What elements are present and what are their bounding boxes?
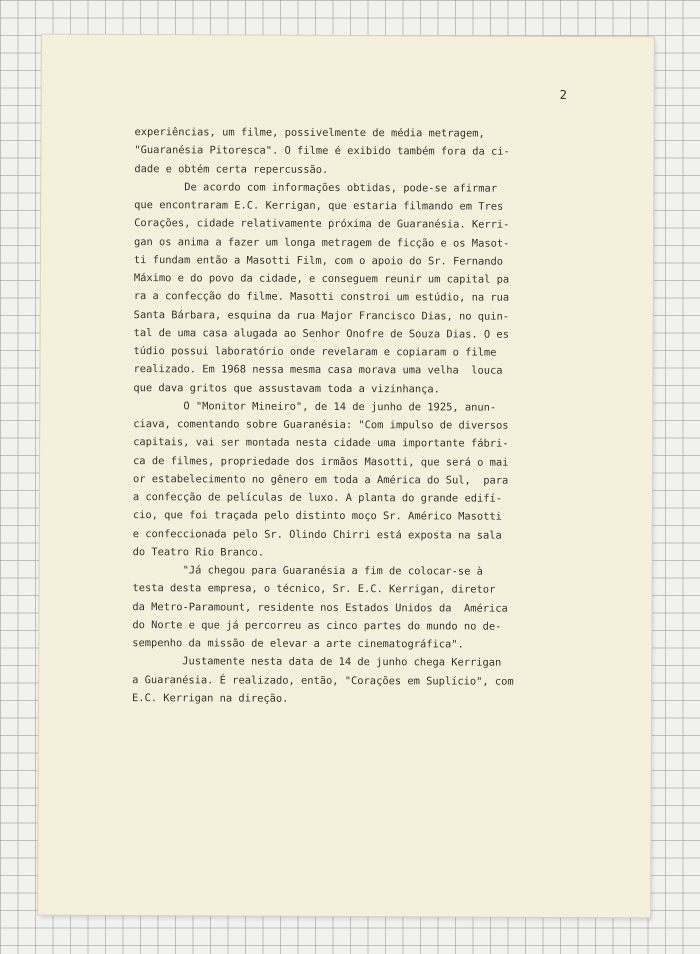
text-line: realizado. Em 1968 nessa mesma casa morava uma velha louca <box>133 363 503 377</box>
text-line: que dava gritos que assustavam toda a vizinhança. <box>133 381 440 395</box>
text-line: experiências, um filme, possivelmente de média metragem, <box>134 126 485 140</box>
text-line: sempenho da missão de elevar a arte cinematográfica". <box>132 637 464 651</box>
text-line: O "Monitor Mineiro", de 14 de junho de 1925, anun- <box>133 399 497 414</box>
text-line: Santa Bárbara, esquina da rua Major Francisco Dias, no quin- <box>133 308 510 323</box>
text-line: que encontraram E.C. Kerrigan, que estaria filmando em Tres <box>134 199 504 213</box>
text-line: gan os anima a fazer um longa metragem de ficção e os Masot- <box>133 235 510 250</box>
text-line: ra a confecção do filme. Masotti constroi um estúdio, na rua <box>133 290 510 304</box>
text-line: capitais, vai ser montada nesta cidade uma importante fábri- <box>133 436 509 450</box>
text-line: tal de uma casa alugada ao Senhor Onofre de Souza Dias. O es <box>133 326 509 341</box>
text-line: ciava, comentando sobre Guaranésia: "Com impulso de diversos <box>133 418 509 432</box>
text-line: or estabelecimento no gênero em toda a América do Sul, para <box>132 472 509 487</box>
document-page <box>38 35 654 918</box>
text-line: "Guaranésia Pitoresca". O filme é exibido também fora da ci- <box>134 144 510 158</box>
text-line: Máximo e do povo da cidade, e conseguem reunir um capital pa <box>133 272 510 286</box>
text-line: do Teatro Rio Branco. <box>132 545 265 559</box>
text-line: e confeccionada pelo Sr. Olindo Chirri está exposta na sala <box>132 527 502 542</box>
text-line: da Metro-Paramount, residente nos Estados Unidos da América <box>132 600 508 615</box>
text-line: cio, que foi traçada pelo distinto moço Sr. Américo Masotti <box>132 509 502 523</box>
text-line: dade e obtém certa repercussão. <box>134 162 329 176</box>
text-line: "Já chegou para Guaranésia a fim de colocar-se à <box>132 564 483 578</box>
text-line: De acordo com informações obtidas, pode-se afirmar <box>134 180 498 195</box>
text-line: túdio possui laboratório onde revelaram e copiaram o filme <box>133 345 497 359</box>
text-line: Corações, cidade relativamente próxima de Guaranésia. Kerri- <box>134 217 510 231</box>
text-line: testa desta empresa, o técnico, Sr. E.C. Kerrigan, diretor <box>132 582 496 596</box>
text-line: ti fundam então a Masotti Film, com o apoio do Sr. Fernando <box>133 253 504 268</box>
text-line: a confecção de películas de luxo. A planta do grande edifí- <box>132 491 503 505</box>
body-text <box>132 123 575 709</box>
text-line: do Norte e que já percorreu as cinco partes do mundo no de- <box>132 618 502 633</box>
page-number: 2 <box>559 87 567 102</box>
text-line: Justamente nesta data de 14 de junho chega Kerrigan <box>132 655 502 669</box>
text-line: E.C. Kerrigan na direção. <box>132 691 289 705</box>
text-line: ca de filmes, propriedade dos irmãos Masotti, que será o mai <box>133 454 509 469</box>
text-line: a Guaranésia. É realizado, então, "Corações em Suplício", com <box>132 673 514 688</box>
